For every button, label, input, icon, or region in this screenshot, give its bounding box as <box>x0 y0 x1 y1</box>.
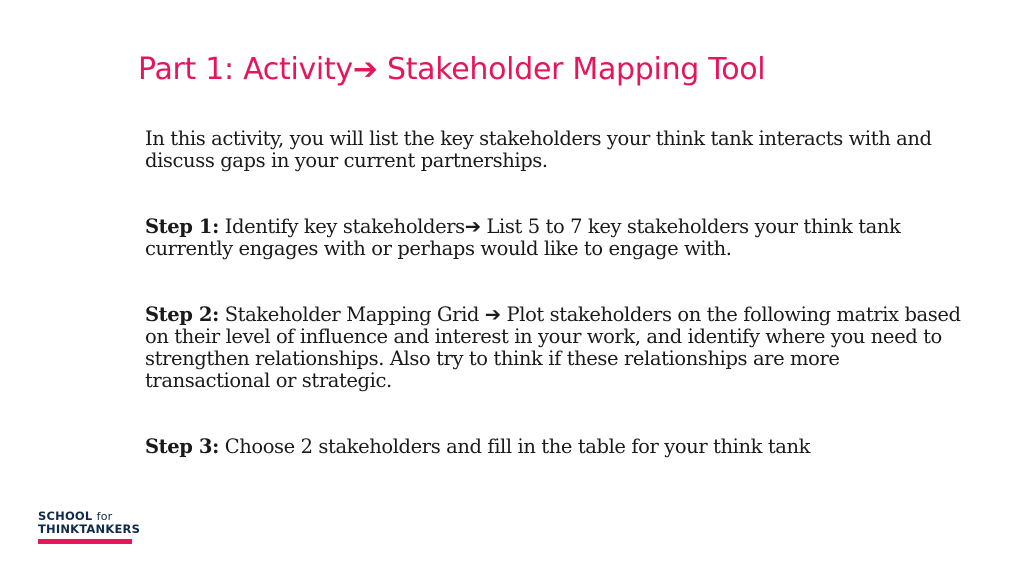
step-3-text: Choose 2 stakeholders and fill in the table for your think tank <box>218 435 811 458</box>
logo-for-text: for <box>96 510 113 523</box>
step-3-label: Step 3: <box>145 435 219 458</box>
logo-accent-bar <box>38 539 132 544</box>
intro-paragraph: In this activity, you will list the key stakeholders your think tank interacts with and discuss gaps in your current partnerships. <box>145 127 932 172</box>
step-1-text: Identify key stakeholders➔ List 5 to 7 key stakeholders your think tank currently engages with or perhaps would like to engage with. <box>145 215 901 260</box>
step-1-paragraph <box>145 216 965 260</box>
logo-line-2: THINKTANKERS <box>38 522 141 536</box>
step-2-text: Stakeholder Mapping Grid ➔ Plot stakeholders on the following matrix based on their level of influence and interest in your work, and identify where you need to strengthen relationships. Also try to think if these relationships are more transactional or strategic. <box>145 303 961 392</box>
step-2-label: Step 2: <box>145 303 219 326</box>
step-3-paragraph <box>145 436 965 458</box>
school-for-thinktankers-logo <box>38 509 141 544</box>
slide-body <box>145 128 965 458</box>
logo-school-text: SCHOOL <box>38 509 93 523</box>
page-title: Part 1: Activity➔ Stakeholder Mapping Tool <box>138 52 766 87</box>
step-2-paragraph <box>145 304 965 392</box>
step-1-label: Step 1: <box>145 215 219 238</box>
